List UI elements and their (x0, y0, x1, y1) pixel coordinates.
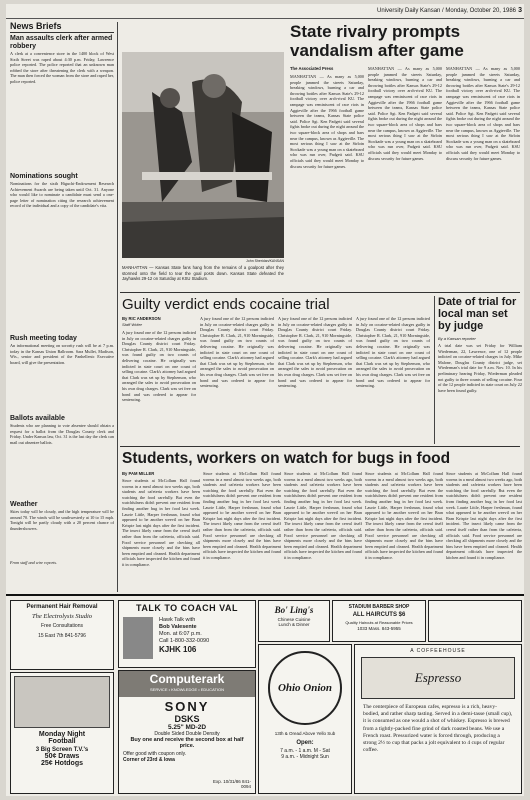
ad-computerark-tag: SERVICE • KNOWLEDGE • EDUCATION (150, 687, 224, 692)
ad-rule (6, 594, 524, 596)
ad-onion-logo (268, 651, 342, 725)
ad-coach-l1: Hawk Talk with (159, 617, 196, 623)
photo-image (122, 52, 284, 258)
brief-headline: Ballots available (10, 415, 65, 422)
rivalry-headline (290, 22, 520, 68)
rivalry-body-col1: MANHATTAN — As many as 5,000 people jammed the streets Saturday, breaking windows, burning a car and throwing bottles after Kansas State's 29-12 football victory over arch-rival KU. The rampage was reminiscent of race riots in Aggieville after the 1966 football game between the teams, Kansas State police said. Police Sgt. Ken Padgett said several fights broke out during the night around the two square-block area of shops and bars near the campus, known as Aggieville. The most serious thing I saw at the Sirloin Stockade was a young man on a skateboard who was run over, Padgett said. KSU officials said they would meet Monday to discuss security for future games. (290, 74, 364, 169)
ad-restaurant-name: Bo' Ling's (274, 605, 314, 615)
brief-headline: Man assaults clerk after armed robbery (10, 35, 113, 50)
cocaine-body-col4: A jury found one of the 12 persons indicted in July on cocaine-related charges guilty in Douglas County district court Friday. Christopher R. Clark, 21, 910 Morningside, was found guilty on two counts of delivering cocaine. He originally was indicted in state court on one count of selling cocaine. Clark's attorney had argued that Clark was set up by Stephenson, who arranged the sales to avoid prosecution on his own drug charges. Clark was set free on bond and was ordered to appear for sentencing. (356, 316, 430, 389)
section-rule (120, 292, 520, 293)
ad-football-l2: Football (48, 738, 76, 745)
ad-onion-name: Ohio Onion (277, 682, 333, 694)
bugs-body-col2: Since students at McCollum Hall found worms in a meal almost two weeks ago, both students and cafeteria workers have been watching the food carefully. But even the watchfulness didn't prevent one resident from finding another bug in her food last week. Laurie Little, Harper freshman, found what appeared to be another weevil on her Bran Krispie last night days after the first incident. The insect likely came from the cereal itself rather than from the cafeteria, officials said. Food service personnel are checking all shipments more closely and the bins have been emptied and cleaned. Health department officials have inspected the kitchen and found it in compliance. (203, 471, 281, 560)
bugs-body-col1: Since students at McCollum Hall found worms in a meal almost two weeks ago, both students and cafeteria workers have been watching the food carefully. But even the watchfulness didn't prevent one resident from finding another bug in her food last week. Laurie Little, Harper freshman, found what appeared to be another weevil on her Bran Krispie last night days after the first incident. The insect likely came from the cereal itself rather than from the cafeteria, officials said. Food service personnel are checking all shipments more closely and the bins have been emptied and cleaned. Health department officials have inspected the kitchen and found it in compliance. (122, 478, 200, 567)
column-rule (117, 22, 118, 592)
ad-electrolysis-phone: 15 East 7th 841-5796 (38, 633, 86, 639)
ad-stadium-l1: ALL HAIRCUTS $6 (352, 612, 406, 618)
ad-coffee-logo (361, 657, 515, 699)
bugs-headline-text: Students, workers on watch for bugs in food (122, 450, 451, 467)
ad-coach-photo (123, 617, 153, 659)
ad-football-l4: 50¢ Draws (44, 753, 80, 760)
section-rule (120, 446, 520, 447)
ad-electrolysis (10, 600, 114, 670)
ad-coffeehouse (354, 644, 522, 794)
newspaper-page (6, 4, 524, 796)
ad-computerark-brand: SONY (164, 699, 210, 714)
cocaine-staff: Staff Writer (122, 322, 143, 327)
ad-coach-l5: KJHK 106 (159, 645, 197, 654)
ad-saint-crispin (428, 600, 522, 642)
ad-onion-l4: 9 a.m. - Midnight Sun (281, 754, 329, 760)
ad-electrolysis-line1: The Electrolysis Studio (31, 613, 93, 620)
ad-computerark-l1: 5.25" MD-2D (167, 724, 207, 731)
photo-goalpost (122, 52, 284, 258)
ad-computerark-title: Computerark (149, 672, 225, 686)
brief-body: Nominations for the sixth Higuchi-Endowment Research Achievement Awards are being taken until Oct. 31. Anyone who would like to nominate a candidate must send a one-page letter of nomination citing the research achievement record of the individual and a copy of the candidate's vita. (10, 181, 114, 209)
bugs-headline (122, 450, 522, 468)
cocaine-body-col1: A jury found one of the 12 persons indicted in July on cocaine-related charges guilty in Douglas County district court Friday. Christopher R. Clark, 21, 910 Morningside, was found guilty on two counts of delivering cocaine. He originally was indicted in state court on one count of selling cocaine. Clark's attorney had argued that Clark was set up by Stephenson, who arranged the sales to avoid prosecution on his own drug charges. Clark was set free on bond and was ordered to appear for sentencing. (122, 330, 196, 403)
trial-date-headline (438, 296, 522, 332)
rivalry-byline: The Associated Press (290, 66, 334, 71)
cocaine-headline-text: Guilty verdict ends cocaine trial (122, 296, 330, 313)
ad-coach-l3: Mon. at 6:07 p.m. (159, 631, 202, 637)
page-header (6, 4, 524, 19)
ad-coffee-title: A COFFEEHOUSE (410, 648, 466, 654)
ad-coach-l4: Call 1-800-332-0090 (159, 638, 210, 644)
bugs-body-col4: Since students at McCollum Hall found worms in a meal almost two weeks ago, both students and cafeteria workers have been watching the food carefully. But even the watchfulness didn't prevent one resident from finding another bug in her food last week. Laurie Little, Harper freshman, found what appeared to be another weevil on her Bran Krispie last night days after the first incident. The insect likely came from the cereal itself rather than from the cafeteria, officials said. Food service personnel are checking all shipments more closely and the bins have been emptied and cleaned. Health department officials have inspected the kitchen and found it in compliance. (365, 471, 443, 560)
ad-onion-l2: Open: (296, 740, 314, 746)
cocaine-byline: By RIC ANDERSON (122, 316, 161, 321)
trial-date-body: A trial date was set Friday for William Wiederman, 22, Lawrence, one of 12 people indicted on cocaine-related charges in July. Mike Malone, Douglas County district judge, set Wiederman's trial date for 9 a.m. Nov. 10. In his preliminary hearing Friday, Wiederman pleaded not guilty to three counts of selling cocaine. Four of the 12 people indicted in state court on July 22 have been found guilty. (438, 343, 522, 393)
ad-football-logo (14, 676, 110, 728)
rivalry-body-col2: MANHATTAN — As many as 5,000 people jammed the streets Saturday, breaking windows, burning a car and throwing bottles after Kansas State's 29-12 football victory over arch-rival KU. The rampage was reminiscent of race riots in Aggieville after the 1966 football game between the teams, Kansas State police said. Police Sgt. Ken Padgett said several fights broke out during the night around the two square-block area of shops and bars near the campus, known as Aggieville. The most serious thing I saw at the Sirloin Stockade was a young man on a skateboard who was run over, Padgett said. KSU officials said they would meet Monday to discuss security for future games. (368, 66, 442, 161)
brief-headline: Weather (10, 501, 38, 508)
ad-restaurant (258, 600, 330, 642)
ad-coffee-name: Espresso (414, 670, 462, 685)
news-briefs-title: News Briefs (10, 22, 114, 33)
ad-computerark-l2: Double Sided Double Density (154, 731, 220, 737)
ad-ohio-onion (258, 644, 352, 794)
cocaine-body-col3: A jury found one of the 12 persons indicted in July on cocaine-related charges guilty in Douglas County district court Friday. Christopher R. Clark, 21, 910 Morningside, was found guilty on two counts of delivering cocaine. He originally was indicted in state court on one count of selling cocaine. Clark's attorney had argued that Clark was set up by Stephenson, who arranged the sales to avoid prosecution on his own drug charges. Clark was set free on bond and was ordered to appear for sentencing. (278, 316, 352, 389)
ad-football-l5: 25¢ Hotdogs (40, 760, 83, 767)
ad-football-l1: Monday Night (38, 731, 86, 738)
rivalry-body-col3: MANHATTAN — As many as 5,000 people jammed the streets Saturday, breaking windows, burning a car and throwing bottles after Kansas State's 29-12 football victory over arch-rival KU. The rampage was reminiscent of race riots in Aggieville after the 1966 football game between the teams, Kansas State police said. Police Sgt. Ken Padgett said several fights broke out during the night around the two square-block area of shops and bars near the campus, known as Aggieville. The most serious thing I saw at the Sirloin Stockade was a young man on a skateboard who was run over, Padgett said. KSU officials said they would meet Monday to discuss security for future games. (446, 66, 520, 161)
brief-credit: From staff and wire reports. (10, 560, 58, 565)
page-number: 3 (518, 7, 522, 14)
ad-electrolysis-title: Permanent Hair Removal (26, 604, 98, 610)
ad-stadium-l2: Quality Haircuts at Reasonable Prices (345, 620, 413, 625)
brief-body: A clerk at a convenience store in the 1400 block of West Sixth Street was raped about 4:30 p.m. Friday, Lawrence police reported. The police reported that an unknown man robbed the store after threatening the clerk with a weapon. The man then forced the woman from the store and raped her, police reported. (10, 51, 114, 84)
trial-date-byline: By a Kansan reporter (438, 336, 476, 341)
bugs-body-col5: Since students at McCollum Hall found worms in a meal almost two weeks ago, both students and cafeteria workers have been watching the food carefully. But even the watchfulness didn't prevent one resident from finding another bug in her food last week. Laurie Little, Harper freshman, found what appeared to be another weevil on her Bran Krispie last night days after the first incident. The insect likely came from the cereal itself rather than from the cafeteria, officials said. Food service personnel are checking all shipments more closely and the bins have been emptied and cleaned. Health department officials have inspected the kitchen and found it in compliance. (446, 471, 522, 560)
ad-stadium-title: STADIUM BARBER SHOP (348, 604, 410, 610)
ad-onion-l3: 7 a.m. - 1 a.m. M - Sat (280, 748, 330, 754)
ad-stadium-l3: 1033 Mass. 843-5955 (357, 626, 401, 631)
ad-coach-val (118, 600, 256, 668)
brief-body: Students who are planning to vote absentee should obtain a request for a ballot from the Douglas County clerk and Friday. Under Kansas law, Oct. 31 is the last day the clerk can mail out absentee ballots. (10, 423, 114, 445)
brief-headline: Nominations sought (10, 173, 78, 180)
ad-electrolysis-line2: Free Consultations (41, 623, 83, 629)
brief-body: Skies today will be cloudy, and the high temperature will be around 70. The winds will be southwesterly at 10 to 15 mph. Tonight will be partly cloudy with a 20 percent chance of thundershowers. (10, 509, 114, 531)
brief-headline: Rush meeting today (10, 335, 77, 342)
ad-computerark (118, 670, 256, 794)
bugs-byline: By PAM MILLER (122, 471, 155, 476)
ad-computerark-l3: Buy one and receive the second box at half price. (130, 737, 244, 749)
news-briefs-column (10, 22, 114, 592)
ad-football (10, 672, 114, 794)
trial-date-headline-text: Date of trial for local man set by judge (438, 296, 517, 332)
ad-computerark-l5: Corner of 23rd & Iowa (123, 757, 175, 763)
brief-body: An informational meeting on sorority rush will be at 7 p.m. today in the Kansas Union Ballroom. Sara Mullet, Madison, Wis., senior and president of the Panhellenic Executive board, will give the presentation. (10, 343, 114, 365)
column-rule (434, 296, 435, 444)
ad-stadium-barber (332, 600, 426, 642)
ad-coffee-body: The centerpiece of European cafes, espresso is a rich, heavy-bodied, and rather sharp tasting. Served in a demi-tasse (small cup), it is consumed as one would a shot of whiskey. Espresso is brewed from a tightly-packed fine grind of dark roasted beans. We use a French roast. Pressurized water is forced through, producing a strong 2½ to cup that packs a jolt equivalent to 4 cups of regular coffee. (363, 704, 513, 754)
ad-computerark-l4: Offer good with coupon only. (123, 751, 187, 757)
cocaine-headline (122, 296, 426, 314)
photo-caption: MANHATTAN — Kansas State fans hang from the remains of a goalpost after they stormed onto the field to tear the goal posts down. Kansas State defeated the Jayhawks 29-12 on Saturday at KSU Stadium. (122, 265, 284, 282)
ad-coach-text (159, 617, 209, 653)
photo-credit: John Sheridan/KANSAN (246, 259, 284, 263)
ad-restaurant-l2: Lunch & Dinner (278, 622, 310, 627)
ad-restaurant-l1: Chinese Cuisine (277, 617, 311, 622)
ad-computerark-product: DSKS (174, 714, 200, 724)
ad-coach-title: TALK TO COACH VAL (136, 603, 238, 613)
bugs-body-col3: Since students at McCollum Hall found worms in a meal almost two weeks ago, both students and cafeteria workers have been watching the food carefully. But even the watchfulness didn't prevent one resident from finding another bug in her food last week. Laurie Little, Harper freshman, found what appeared to be another weevil on her Bran Krispie last night days after the first incident. The insect likely came from the cereal itself rather than from the cafeteria, officials said. Food service personnel are checking all shipments more closely and the bins have been emptied and cleaned. Health department officials have inspected the kitchen and found it in compliance. (284, 471, 362, 560)
ad-computerark-l6: Exp. 10/31/86 841-0094 (212, 779, 251, 789)
ad-football-l3: 3 Big Screen T.V.'s (35, 747, 89, 753)
ad-onion-l1: 13th & Oread Above Yello Sub (274, 731, 336, 736)
ad-coach-l2: Bob Valesente (159, 624, 197, 630)
ad-computerark-banner (119, 671, 255, 697)
page-header-text: University Daily Kansan / Monday, October 20, 1986 (377, 8, 516, 14)
cocaine-body-col2: A jury found one of the 12 persons indicted in July on cocaine-related charges guilty in Douglas County district court Friday. Christopher R. Clark, 21, 910 Morningside, was found guilty on two counts of delivering cocaine. He originally was indicted in state court on one count of selling cocaine. Clark's attorney had argued that Clark was set up by Stephenson, who arranged the sales to avoid prosecution on his own drug charges. Clark was set free on bond and was ordered to appear for sentencing. (200, 316, 274, 389)
rivalry-headline-text: State rivalry prompts vandalism after game (290, 22, 464, 60)
